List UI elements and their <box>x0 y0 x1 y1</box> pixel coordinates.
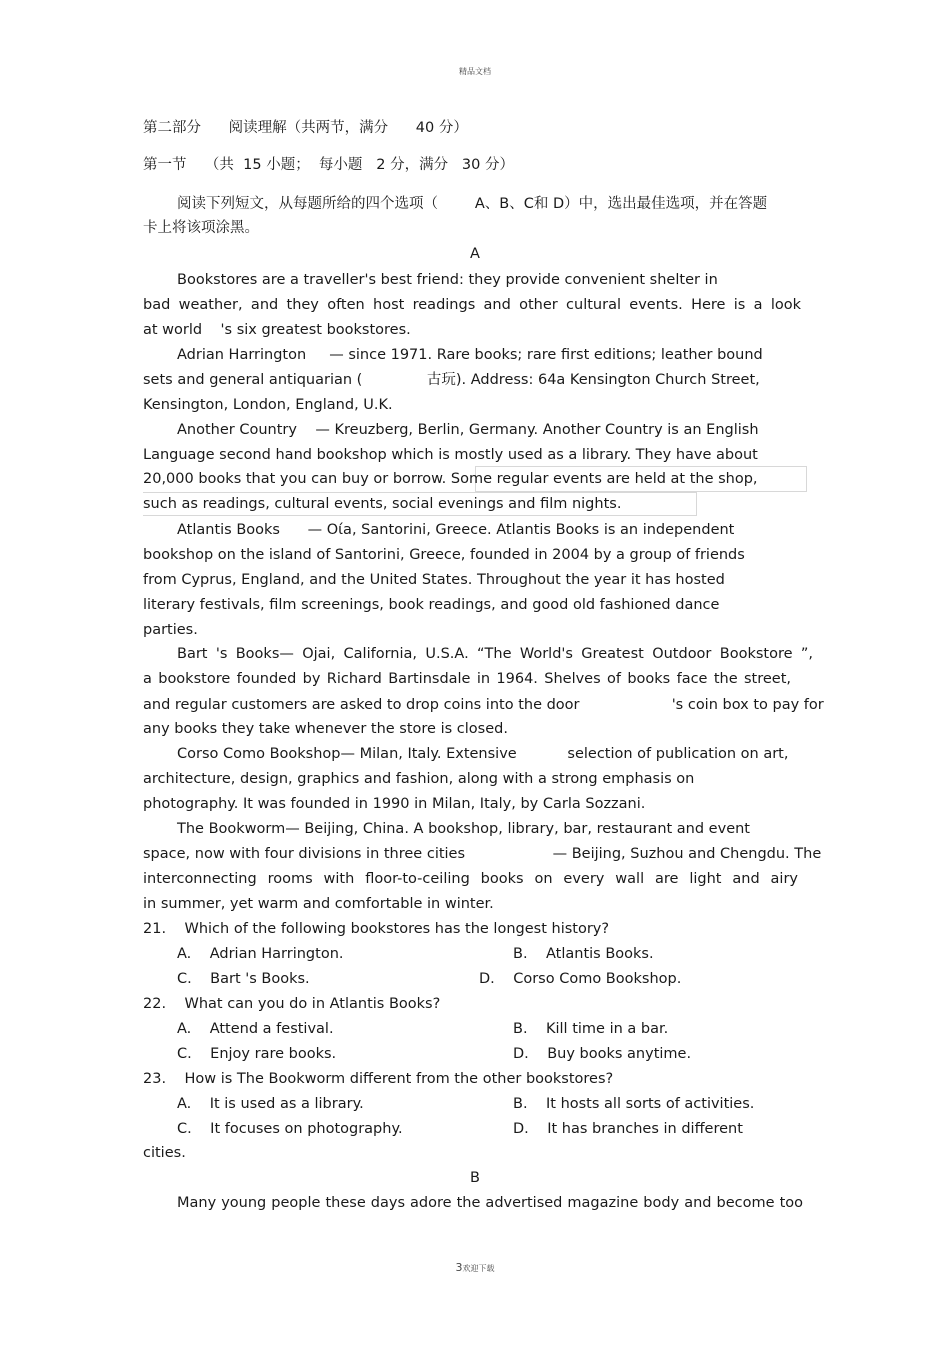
passage-line: literary festivals, film screenings, book readings, and good old fashioned dance <box>143 597 720 613</box>
passage-line: interconnecting rooms with floor-to-ceiling books on every wall are light and airy <box>143 871 798 887</box>
question-22-option-b: B. Kill time in a bar. <box>513 1021 669 1037</box>
passage-line: Bart 's Books— Ojai, California, U.S.A. “The World's Greatest Outdoor Bookstore ”, <box>177 646 813 662</box>
question-23-option-c: C. It focuses on photography. <box>177 1121 403 1137</box>
passage-line: bad weather, and they often host readings and other cultural events. Here is a look <box>143 297 801 313</box>
passage-line: space, now with four divisions in three cities — Beijing, Suzhou and Chengdu. The <box>143 846 822 862</box>
instruction-line-1: 阅读下列短文，从每题所给的四个选项（ A、B、C和 D）中，选出最佳选项，并在答题 <box>177 196 768 212</box>
question-23-continuation: cities. <box>143 1145 186 1161</box>
question-21-option-d: D. Corso Como Bookshop. <box>479 971 682 987</box>
passage-b-label: B <box>470 1170 480 1186</box>
question-21-option-b: B. Atlantis Books. <box>513 946 654 962</box>
passage-line: Bookstores are a traveller's best friend: they provide convenient shelter in <box>177 272 718 288</box>
passage-line: photography. It was founded in 1990 in Milan, Italy, by Carla Sozzani. <box>143 796 646 812</box>
question-21-option-c: C. Bart 's Books. <box>177 971 310 987</box>
passage-line: parties. <box>143 622 198 638</box>
passage-line: The Bookworm— Beijing, China. A bookshop, library, bar, restaurant and event <box>177 821 750 837</box>
question-21-option-a: A. Adrian Harrington. <box>177 946 344 962</box>
passage-line: bookshop on the island of Santorini, Greece, founded in 2004 by a group of friends <box>143 547 745 563</box>
passage-line: Kensington, London, England, U.K. <box>143 397 393 413</box>
passage-line: Another Country — Kreuzberg, Berlin, Germany. Another Country is an English <box>177 422 759 438</box>
instruction-line-2: 卡上将该项涂黑。 <box>143 220 259 236</box>
passage-line: Atlantis Books — Oίa, Santorini, Greece. Atlantis Books is an independent <box>177 522 735 538</box>
passage-line: from Cyprus, England, and the United States. Throughout the year it has hosted <box>143 572 725 588</box>
question-22-stem: 22. What can you do in Atlantis Books? <box>143 996 441 1012</box>
question-21-stem: 21. Which of the following bookstores has the longest history? <box>143 921 610 937</box>
passage-line: at world 's six greatest bookstores. <box>143 322 411 338</box>
question-22-option-d: D. Buy books anytime. <box>513 1046 692 1062</box>
passage-line: and regular customers are asked to drop coins into the door 's coin box to pay for <box>143 697 824 713</box>
passage-line: such as readings, cultural events, social evenings and film nights. <box>143 496 622 512</box>
passage-line: a bookstore founded by Richard Bartinsdale in 1964. Shelves of books face the street, <box>143 671 791 687</box>
passage-line: architecture, design, graphics and fashion, along with a strong emphasis on <box>143 771 695 787</box>
page-footer <box>0 1261 950 1274</box>
question-22-option-c: C. Enjoy rare books. <box>177 1046 337 1062</box>
passage-line: Corso Como Bookshop— Milan, Italy. Extensive selection of publication on art, <box>177 746 789 762</box>
question-22-option-a: A. Attend a festival. <box>177 1021 334 1037</box>
page-number: 3 <box>455 1261 463 1274</box>
passage-line: Language second hand bookshop which is mostly used as a library. They have about <box>143 447 758 463</box>
question-23-option-a: A. It is used as a library. <box>177 1096 364 1112</box>
question-23-stem: 23. How is The Bookworm different from the other bookstores? <box>143 1071 614 1087</box>
passage-b-line-1: Many young people these days adore the advertised magazine body and become too <box>177 1195 803 1211</box>
page-header: 精品文档 <box>459 67 491 76</box>
passage-line: in summer, yet warm and comfortable in winter. <box>143 896 494 912</box>
section-heading: 第一节 （共 15 小题； 每小题 2 分，满分 30 分） <box>143 157 514 173</box>
footer-text: 欢迎下载 <box>462 1264 495 1273</box>
passage-line: 20,000 books that you can buy or borrow. Some regular events are held at the shop, <box>143 471 758 487</box>
passage-line: sets and general antiquarian ( 古玩). Address: 64a Kensington Church Street, <box>143 372 760 388</box>
part-heading: 第二部分 阅读理解（共两节，满分 40 分） <box>143 120 468 136</box>
passage-line: Adrian Harrington — since 1971. Rare books; rare first editions; leather bound <box>177 347 763 363</box>
passage-line: any books they take whenever the store is closed. <box>143 721 508 737</box>
question-23-option-d: D. It has branches in different <box>513 1121 743 1137</box>
question-23-option-b: B. It hosts all sorts of activities. <box>513 1096 755 1112</box>
passage-a-label: A <box>470 246 480 262</box>
